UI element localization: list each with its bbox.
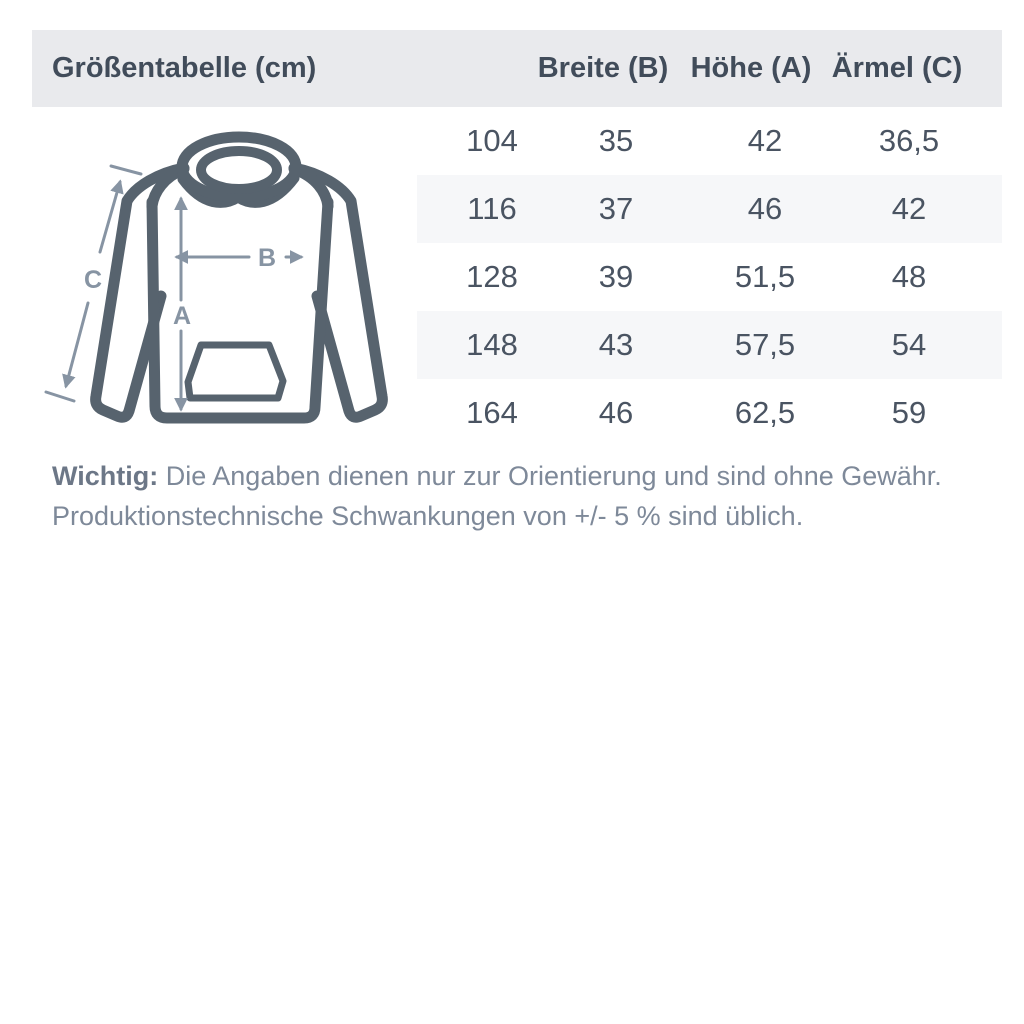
cell-size: 148 — [466, 327, 518, 362]
cell-size: 164 — [466, 395, 518, 430]
note-text-1: Die Angaben dienen nur zur Orientierung und sind ohne Gewähr. — [165, 461, 942, 491]
cell-aermel: 54 — [891, 327, 927, 362]
cell-aermel: 59 — [891, 395, 927, 430]
header-bar — [32, 30, 1002, 107]
cell-hoehe: 51,5 — [734, 259, 796, 294]
cell-aermel: 36,5 — [878, 123, 940, 158]
measure-arrow-b — [177, 244, 301, 272]
hoodie-right-sleeve — [294, 168, 382, 417]
table-row — [417, 379, 1002, 447]
note-line-2 — [52, 496, 952, 536]
label-b: B — [257, 244, 277, 272]
cell-breite: 37 — [598, 191, 634, 226]
note-label: Wichtig: — [52, 461, 159, 491]
table-row — [417, 311, 1002, 379]
note-text-2: Produktionstechnische Schwankungen von +/- 5 % sind üblich. — [52, 501, 804, 531]
hoodie-left-sleeve — [96, 168, 184, 417]
table-row — [417, 107, 1002, 175]
column-header-aermel: Ärmel (C) — [831, 52, 963, 84]
disclaimer-note — [52, 456, 952, 536]
cell-breite: 39 — [598, 259, 634, 294]
hoodie-pocket — [188, 345, 283, 398]
hood-opening — [201, 151, 277, 189]
cell-aermel: 42 — [891, 191, 927, 226]
cell-breite: 43 — [598, 327, 634, 362]
cell-size: 116 — [467, 191, 517, 226]
cell-breite: 35 — [598, 123, 634, 158]
hoodie-diagram — [40, 125, 415, 450]
cell-size: 104 — [466, 123, 518, 158]
label-a: A — [172, 302, 192, 330]
table-row — [417, 175, 1002, 243]
cell-hoehe: 57,5 — [734, 327, 796, 362]
cell-size: 128 — [466, 259, 518, 294]
size-table — [417, 107, 1002, 447]
cell-hoehe: 46 — [747, 191, 783, 226]
cell-breite: 46 — [598, 395, 634, 430]
cell-hoehe: 62,5 — [734, 395, 796, 430]
label-c: C — [83, 266, 103, 294]
column-header-breite: Breite (B) — [537, 52, 669, 84]
table-row — [417, 243, 1002, 311]
column-header-hoehe: Höhe (A) — [690, 52, 812, 84]
cell-hoehe: 42 — [747, 123, 783, 158]
page-title: Größentabelle (cm) — [52, 52, 317, 84]
cell-aermel: 48 — [891, 259, 927, 294]
note-line-1 — [52, 456, 952, 496]
